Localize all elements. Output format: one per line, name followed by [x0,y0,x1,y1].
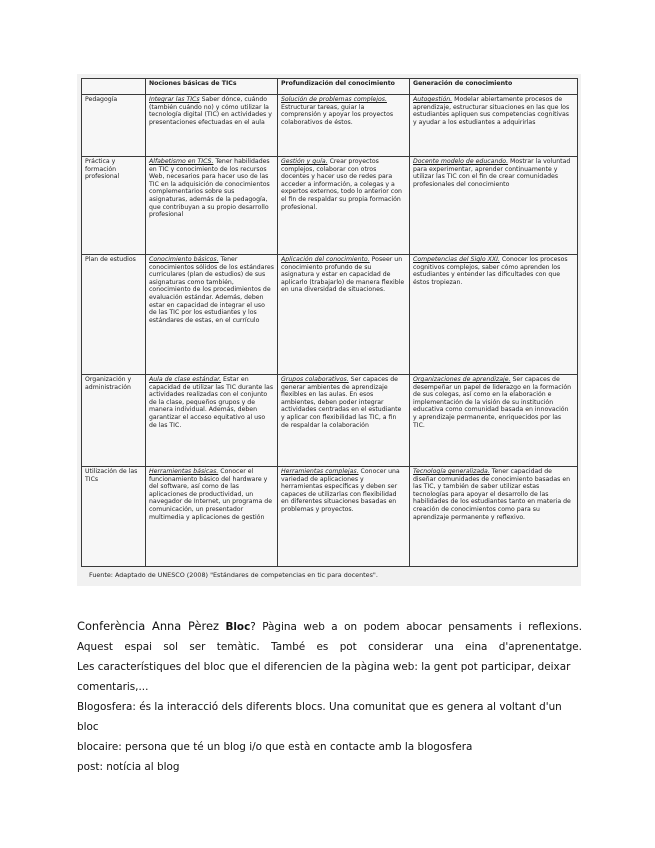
table-row [82,255,578,375]
table-row [82,95,578,157]
table-cell: Docente modelo de educando. Mostrar la voluntad para experimentar, aprender continuamente y utilizar las TIC con el fin de crear comunidades profesionales del conocimiento [410,157,578,255]
table-row [82,157,578,255]
notes-body [77,616,582,777]
row-label: Plan de estudios [82,255,146,375]
row-label: Utilización de las TICs [82,467,146,567]
speaker-label: Conferència Anna Pèrez [77,619,219,633]
table-cell: Grupos colaborativos. Ser capaces de generar ambientes de aprendizaje flexibles en las aulas. En esos ambientes, deben poder integrar actividades centradas en el estudiante y aplicar con flexibilidad las TIC, a fin de respaldar la colaboración [278,375,410,467]
bloc-definition [77,616,582,657]
table-cell: Competencias del Siglo XXI. Conocer los procesos cognitivos complejos, saber cómo aprenden los estudiantes y entender las dificultades con que éstos tropiezan. [410,255,578,375]
bloc-definition-text: ? Pàgina web a on podem abocar pensaments i reflexions. Aquest espai sol ser temàtic. També es pot considerar una eina d'aprenentatge. [77,621,582,653]
table-cell: Organizaciones de aprendizaje. Ser capaces de desempeñar un papel de liderazgo en la formación de sus colegas, así como en la elaboración e implementación de la visión de su institución educativa como comunidad basada en innovación y aprendizaje permanente, enriquecidos por las TIC. [410,375,578,467]
table-cell: Gestión y guía. Crear proyectos complejos, colaborar con otros docentes y hacer uso de redes para acceder a información, a colegas y a expertos externos, todo lo anterior con el fin de respaldar su propia formación profesional. [278,157,410,255]
table-cell: Herramientas complejas. Conocer una variedad de aplicaciones y herramientas específicas y deben ser capaces de utilizarlas con flexibilidad en diferentes situaciones basadas en problemas y proyectos. [278,467,410,567]
table-cell: Tecnología generalizada. Tener capacidad de diseñar comunidades de conocimiento basadas en las TIC, y también de saber utilizar estas tecnologías para apoyar el desarrollo de las habilidades de los estudiantes tanto en materia de creación de conocimientos como para su aprendizaje permanente y reflexivo. [410,467,578,567]
unesco-competency-table [81,78,578,567]
scanned-table-image [77,74,581,586]
table-cell: Integrar las TICs Saber dónce, cuándo (también cuándo no) y cómo utilizar la tecnología digital (TIC) en actividades y presentaciones efectuadas en el aula [146,95,278,157]
header-cell-basic: Nociones básicas de TICs [146,79,278,95]
bloc-term: Bloc [225,621,251,633]
table-cell: Alfabetismo en TICS. Tener habilidades en TIC y conocimiento de los recursos Web, necesarios para hacer uso de las TIC en la adquisición de conocimientos complementarios sobre sus asignaturas, además de la pedagogía, que contribuyan a su propio desarrollo profesional [146,157,278,255]
blocaire-definition: blocaire: persona que té un blog i/o que està en contacte amb la blogosfera [77,741,473,753]
table-cell: Aula de clase estándar. Estar en capacidad de utilizar las TIC durante las actividades realizadas con el conjunto de la clase, pequeños grupos y de manera individual. Además, deben garantizar el acceso equitativo al uso de las TIC. [146,375,278,467]
table-cell: Herramientas básicas. Conocer el funcionamiento básico del hardware y del software, así como de las aplicaciones de productividad, un navegador de Internet, un programa de comunicación, un presentador multimedia y aplicaciones de gestión [146,467,278,567]
table-cell: Conocimiento básicos. Tener conocimientos sólidos de los estándares curriculares (plan de estudios) de sus asignaturas como también, conocimiento de los procedimientos de evaluación estándar. Además, deben estar en capacidad de integrar el uso de las TIC por los estudiantes y los estándares de estas, en el currículo [146,255,278,375]
table-cell: Solución de problemas complejos. Estructurar tareas, guiar la comprensión y apoyar los proyectos colaborativos de éstos. [278,95,410,157]
row-label: Pedagogía [82,95,146,157]
blogosfera-definition: Blogosfera: és la interacció dels diferents blocs. Una comunitat que es genera al voltant d'un bloc [77,701,562,733]
header-cell-deepening: Profundización del conocimiento [278,79,410,95]
row-label: Práctica y formación profesional [82,157,146,255]
header-cell-generation: Generación de conocimiento [410,79,578,95]
table-row [82,375,578,467]
header-cell-empty [82,79,146,95]
post-definition: post: notícia al blog [77,761,180,773]
bloc-differences: Les característiques del bloc que el diferencien de la pàgina web: la gent pot participar, deixar comentaris,... [77,661,571,693]
row-label: Organización y administración [82,375,146,467]
table-cell: Autogestión. Modelar abiertamente procesos de aprendizaje, estructurar situaciones en las que los estudiantes apliquen sus competencias cognitivas y ayudar a los estudiantes a adquirirlas [410,95,578,157]
table-source-caption: Fuente: Adaptado de UNESCO (2008) "Estándares de competencias en tic para docentes". [89,571,378,579]
table-header-row [82,79,578,95]
table-row [82,467,578,567]
table-cell: Aplicación del conocimiento. Poseer un conocimiento profundo de su asignatura y estar en capacidad de aplicarlo (trabajarlo) de manera flexible en una diversidad de situaciones. [278,255,410,375]
